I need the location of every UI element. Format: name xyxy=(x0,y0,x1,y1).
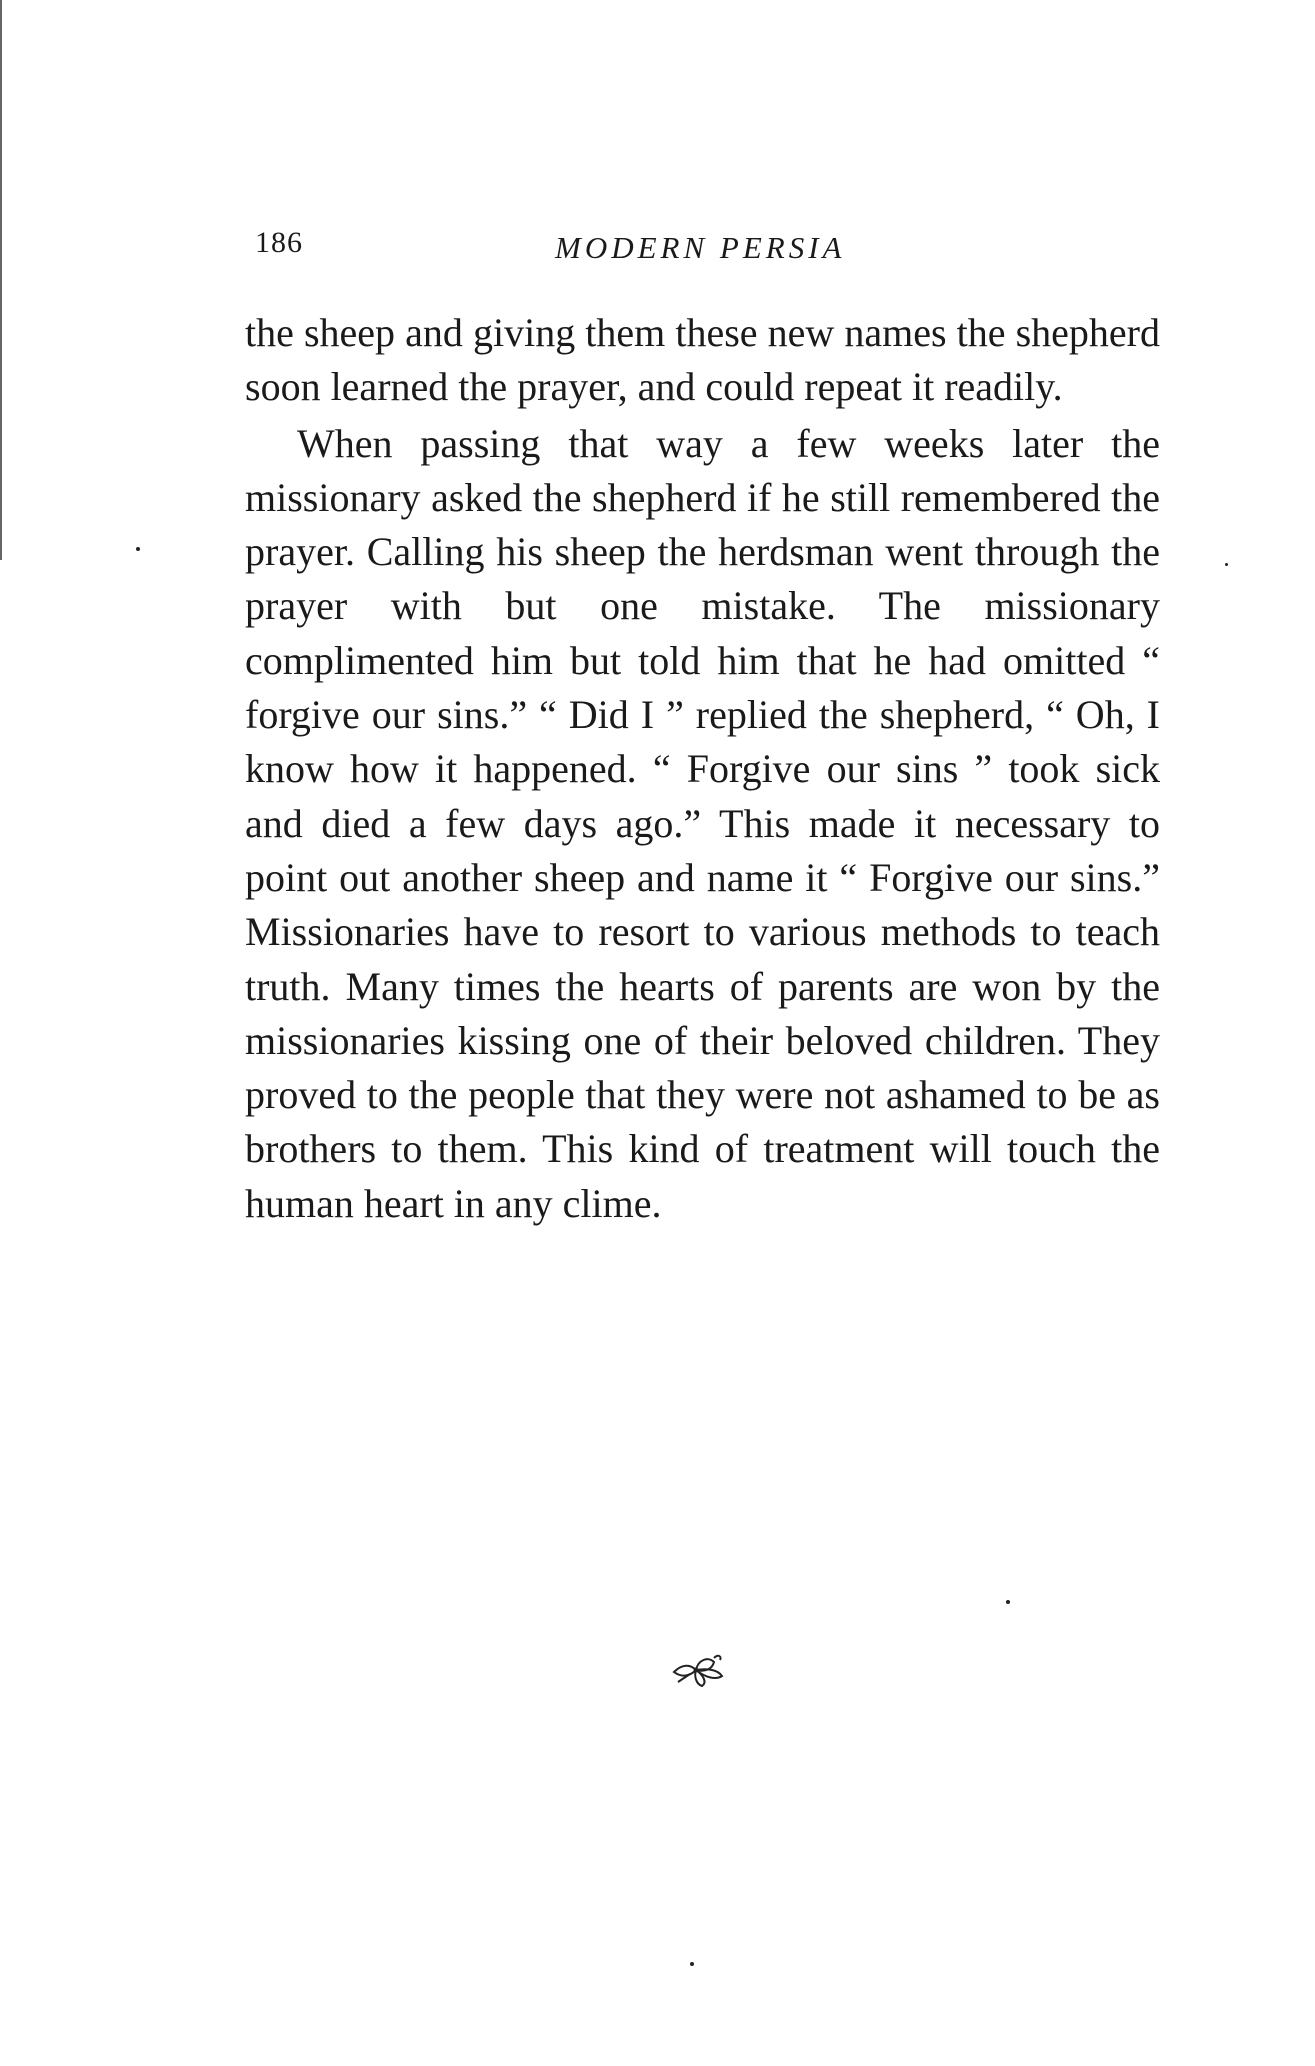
print-speck xyxy=(690,1962,694,1966)
print-speck xyxy=(1225,563,1228,566)
print-speck xyxy=(136,547,140,551)
page-edge-line xyxy=(0,0,2,560)
floral-ornament-icon xyxy=(668,1650,728,1690)
running-head: MODERN PERSIA xyxy=(555,230,846,265)
paragraph-2: When passing that way a few weeks later the missionary asked the shepherd if he still remembered the prayer. Calling his sheep the herdsman went through the prayer with but one mistake. The missionary complimented him but told him that he had omitted “ forgive our sins.” “ Did I ” replied the shepherd, “ Oh, I know how it happened. “ Forgive our sins ” took sick and died a few days ago.” This made it necessary to point out another sheep and name it “ Forgive our sins.” Missionaries have to resort to various methods to teach truth. Many times the hearts of parents are won by the missionaries kissing one of their beloved children. They proved to the people that they were not ashamed to be as brothers to them. This kind of treatment will touch the human heart in any clime. xyxy=(245,420,1160,1226)
page-header xyxy=(255,226,1155,266)
paragraph-1: the sheep and giving them these new names the shepherd soon learned the prayer, and could repeat it readily. xyxy=(245,310,1160,410)
body-text xyxy=(245,306,1160,1231)
page-number: 186 xyxy=(255,226,303,259)
print-speck xyxy=(1006,1600,1010,1604)
